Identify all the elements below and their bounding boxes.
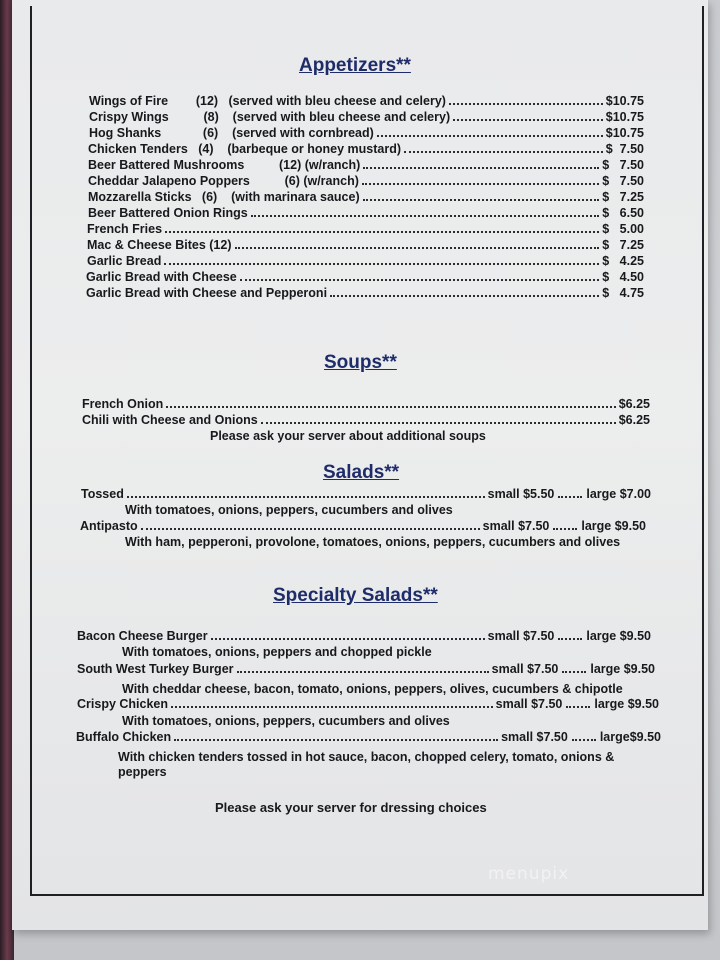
item-price: $ 4.50 — [602, 270, 644, 284]
menu-item — [86, 270, 644, 284]
item-price-large: large $9.50 — [590, 662, 655, 676]
menu-item — [89, 94, 644, 108]
menu-item — [88, 142, 644, 156]
item-price-small: small $5.50 — [487, 487, 555, 501]
menu-item — [87, 254, 644, 268]
leader-dots — [164, 261, 599, 265]
item-name: Beer Battered Onion Rings — [88, 206, 248, 220]
menu-item — [77, 662, 655, 676]
leader-dots — [211, 636, 485, 640]
item-price: $ 7.25 — [602, 238, 644, 252]
leader-dots — [251, 213, 600, 217]
item-price-large: large $9.50 — [594, 697, 659, 711]
leader-dots — [453, 117, 603, 121]
item-price: $ 4.75 — [602, 286, 644, 300]
leader-dots — [377, 133, 603, 137]
leader-dots — [240, 277, 600, 281]
item-name: Crispy Chicken — [77, 697, 169, 711]
item-price-small: small $7.50 — [482, 519, 550, 533]
item-name: Tossed — [81, 487, 124, 501]
item-name: Chili with Cheese and Onions — [82, 413, 258, 427]
leader-dots — [171, 704, 493, 708]
item-name: Antipasto — [80, 519, 138, 533]
item-price-small: small $7.50 — [487, 629, 555, 643]
leader-dots — [572, 737, 596, 741]
menu-item — [87, 222, 644, 236]
salads-heading: Salads** — [323, 462, 400, 483]
leader-dots — [174, 737, 498, 741]
item-name: Garlic Bread — [87, 254, 162, 268]
dressing-note: Please ask your server for dressing choices — [215, 800, 487, 815]
leader-dots — [165, 229, 599, 233]
item-name: Mac & Cheese Bites (12) — [87, 238, 232, 252]
item-description: With tomatoes, onions, peppers and chopped pickle — [122, 645, 432, 659]
item-name: Garlic Bread with Cheese — [86, 270, 237, 284]
item-name: Hog Shanks (6) (served with cornbread) — [89, 126, 374, 140]
menu-item — [88, 158, 644, 172]
item-description: With tomatoes, onions, peppers, cucumbers and olives — [125, 503, 453, 517]
item-price: $ 4.25 — [602, 254, 644, 268]
item-price: $6.25 — [618, 413, 650, 427]
item-name: Beer Battered Mushrooms (12) (w/ranch) — [88, 158, 361, 172]
leader-dots — [558, 636, 582, 640]
item-price: $10.75 — [605, 126, 644, 140]
item-description: peppers — [118, 765, 167, 779]
item-price-small: small $7.50 — [491, 662, 559, 676]
soups-heading: Soups** — [324, 352, 397, 373]
appetizers-heading: Appetizers** — [299, 55, 411, 76]
item-description: With ham, pepperoni, provolone, tomatoes, onions, peppers, cucumbers and olives — [125, 535, 621, 549]
soups-note: Please ask your server about additional soups — [210, 429, 486, 443]
item-price: $ 5.00 — [602, 222, 644, 236]
leader-dots — [404, 149, 603, 153]
item-name: South West Turkey Burger — [77, 662, 234, 676]
item-name: Buffalo Chicken — [76, 730, 172, 744]
leader-dots — [141, 526, 480, 530]
leader-dots — [127, 494, 485, 498]
leader-dots — [553, 526, 577, 530]
item-price-large: large $7.00 — [586, 487, 651, 501]
leader-dots — [362, 181, 599, 185]
leader-dots — [562, 669, 586, 673]
item-price-small: small $7.50 — [495, 697, 563, 711]
item-price: $ 7.50 — [602, 174, 644, 188]
item-description: With tomatoes, onions, peppers, cucumbers and olives — [122, 714, 450, 728]
item-description: With chicken tenders tossed in hot sauce, bacon, chopped celery, tomato, onions & — [118, 750, 615, 764]
item-name: Mozzarella Sticks (6) (with marinara sauce) — [88, 190, 360, 204]
menu-item — [82, 397, 650, 411]
item-name: Wings of Fire (12) (served with bleu cheese and celery) — [89, 94, 446, 108]
item-name: Garlic Bread with Cheese and Pepperoni — [86, 286, 328, 300]
leader-dots — [261, 420, 616, 424]
item-price-large: large $9.50 — [586, 629, 651, 643]
item-price: $10.75 — [605, 110, 644, 124]
menu-item — [87, 238, 644, 252]
item-name: Cheddar Jalapeno Poppers (6) (w/ranch) — [88, 174, 359, 188]
item-name: Chicken Tenders (4) (barbeque or honey mustard) — [88, 142, 402, 156]
item-price: $ 7.50 — [602, 158, 644, 172]
item-price: $6.25 — [618, 397, 650, 411]
menu-item — [77, 697, 659, 711]
specialty-salads-heading: Specialty Salads** — [273, 585, 438, 606]
leader-dots — [235, 245, 600, 249]
menu-item — [80, 519, 646, 533]
item-name: Bacon Cheese Burger — [77, 629, 208, 643]
leader-dots — [330, 293, 599, 297]
item-price: $ 6.50 — [602, 206, 644, 220]
leader-dots — [566, 704, 590, 708]
menu-item — [81, 487, 651, 501]
item-name: French Fries — [87, 222, 163, 236]
menu-item — [77, 629, 651, 643]
item-price: $ 7.25 — [602, 190, 644, 204]
leader-dots — [363, 197, 600, 201]
leader-dots — [558, 494, 582, 498]
menu-item — [89, 110, 644, 124]
leader-dots — [237, 669, 489, 673]
menu-item — [82, 413, 650, 427]
item-name: French Onion — [82, 397, 164, 411]
menu-item — [88, 206, 644, 220]
menu-item — [76, 730, 661, 744]
item-price: $10.75 — [605, 94, 644, 108]
menu-item — [89, 126, 644, 140]
item-price-small: small $7.50 — [501, 730, 568, 744]
item-name: Crispy Wings (8) (served with bleu cheese and celery) — [89, 110, 451, 124]
item-description: With cheddar cheese, bacon, tomato, onions, peppers, olives, cucumbers & chipotle — [122, 682, 623, 696]
menu-item — [88, 190, 644, 204]
item-price-large: large$9.50 — [599, 730, 661, 744]
watermark-logo: menupix — [488, 864, 570, 884]
leader-dots — [363, 165, 599, 169]
item-price: $ 7.50 — [605, 142, 644, 156]
menu-item — [86, 286, 644, 300]
item-price-large: large $9.50 — [581, 519, 646, 533]
leader-dots — [166, 404, 615, 408]
leader-dots — [449, 101, 603, 105]
menu-item — [88, 174, 644, 188]
